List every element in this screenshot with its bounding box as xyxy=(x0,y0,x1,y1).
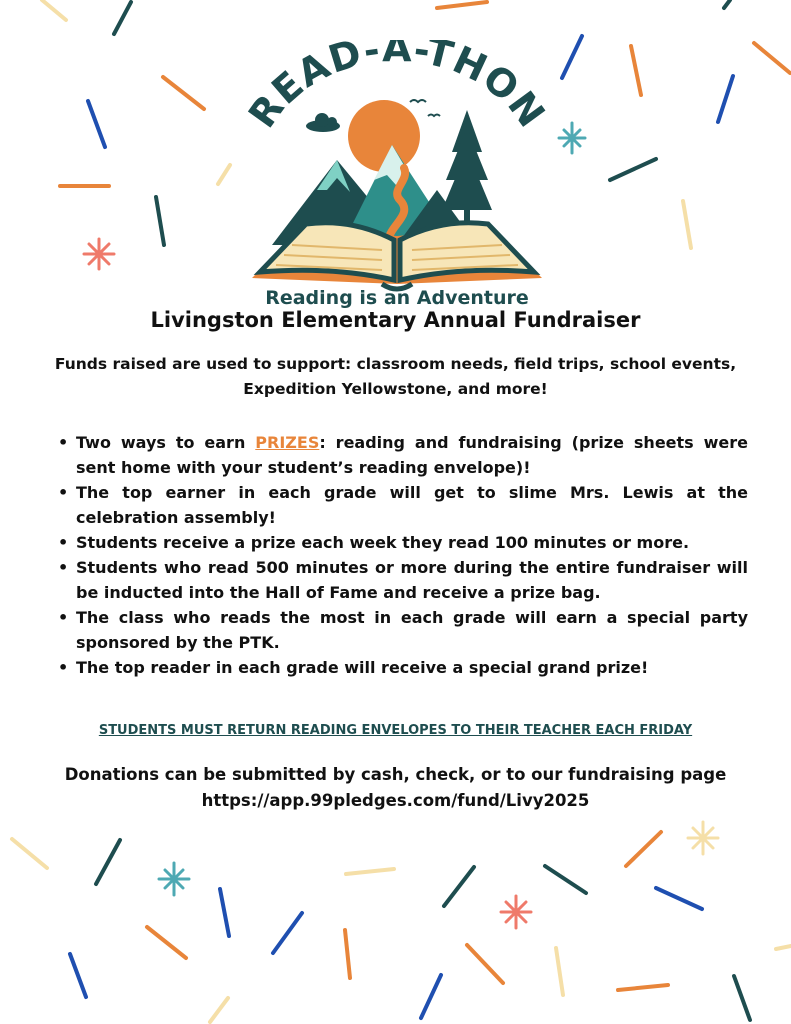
confetti-stroke xyxy=(218,165,230,184)
confetti-stroke xyxy=(12,839,47,868)
logo-arc-title: READ-A-THON xyxy=(239,40,554,136)
confetti-stroke xyxy=(545,866,586,893)
confetti-stroke xyxy=(683,201,691,248)
confetti-stroke xyxy=(70,954,86,997)
list-item: • The class who reads the most in each grade will earn a special party sponsored by the PTK. xyxy=(76,605,748,655)
cloud-icon xyxy=(306,113,340,132)
intro-text: Funds raised are used to support: classroom needs, field trips, school events, Expedition Yellowstone, and more! xyxy=(54,355,737,398)
prizes-link[interactable]: PRIZES xyxy=(255,433,320,452)
confetti-stroke xyxy=(114,2,131,34)
confetti-stroke xyxy=(273,913,302,953)
confetti-stroke xyxy=(346,869,394,874)
sparkle-star-icon xyxy=(688,822,718,854)
confetti-stroke xyxy=(724,0,730,8)
info-bullet-list xyxy=(76,430,748,680)
bullet-text: Two ways to earn xyxy=(76,433,256,452)
donation-text: Donations can be submitted by cash, check, or to our fundraising page xyxy=(64,765,727,784)
list-item: • Students who read 500 minutes or more during the entire fundraiser will be inducted into the Hall of Fame and receive a prize bag. xyxy=(76,555,748,605)
read-a-thon-logo xyxy=(232,40,562,310)
confetti-stroke xyxy=(718,76,733,122)
sparkle-star-icon xyxy=(159,863,189,895)
sparkle-star-icon xyxy=(501,896,531,928)
sparkle-star-icon xyxy=(84,239,114,269)
confetti-stroke xyxy=(163,77,204,109)
confetti-stroke xyxy=(610,159,656,180)
confetti-stroke xyxy=(626,832,661,866)
logo-tagline: Reading is an Adventure xyxy=(265,287,529,309)
list-item: • The top earner in each grade will get to slime Mrs. Lewis at the celebration assembly! xyxy=(76,480,748,530)
list-item: • The top reader in each grade will receive a special grand prize! xyxy=(76,655,748,680)
page-title: Livingston Elementary Annual Fundraiser xyxy=(150,308,641,332)
bullet-text: : reading and fundraising (prize sheets were sent home with your student’s reading envelope)! xyxy=(76,433,748,477)
sparkle-star-icon xyxy=(559,123,585,153)
confetti-stroke xyxy=(444,867,474,906)
reading-envelope-notice: STUDENTS MUST RETURN READING ENVELOPES TO THEIR TEACHER EACH FRIDAY xyxy=(98,723,693,738)
donation-info xyxy=(0,762,791,814)
confetti-stroke xyxy=(556,948,563,995)
confetti-stroke xyxy=(437,2,487,8)
confetti-stroke xyxy=(210,998,228,1022)
confetti-stroke xyxy=(631,46,641,95)
confetti-stroke xyxy=(754,43,790,73)
confetti-stroke xyxy=(42,0,66,20)
confetti-stroke xyxy=(562,36,582,78)
confetti-stroke xyxy=(776,946,791,949)
confetti-stroke xyxy=(156,197,164,245)
list-item: • Students receive a prize each week they read 100 minutes or more. xyxy=(76,530,748,555)
confetti-stroke xyxy=(421,975,441,1018)
confetti-stroke xyxy=(734,976,750,1020)
confetti-stroke xyxy=(656,888,702,909)
confetti-stroke xyxy=(147,927,186,958)
pine-tree-icon xyxy=(442,110,492,222)
list-item xyxy=(76,430,748,480)
confetti-stroke xyxy=(618,985,668,990)
confetti-stroke xyxy=(88,101,105,147)
confetti-stroke xyxy=(345,930,350,978)
confetti-stroke xyxy=(220,889,229,936)
confetti-stroke xyxy=(96,840,120,884)
confetti-stroke xyxy=(467,945,503,983)
fundraising-url[interactable]: https://app.99pledges.com/fund/Livy2025 xyxy=(201,791,590,810)
birds-icon xyxy=(410,100,440,116)
